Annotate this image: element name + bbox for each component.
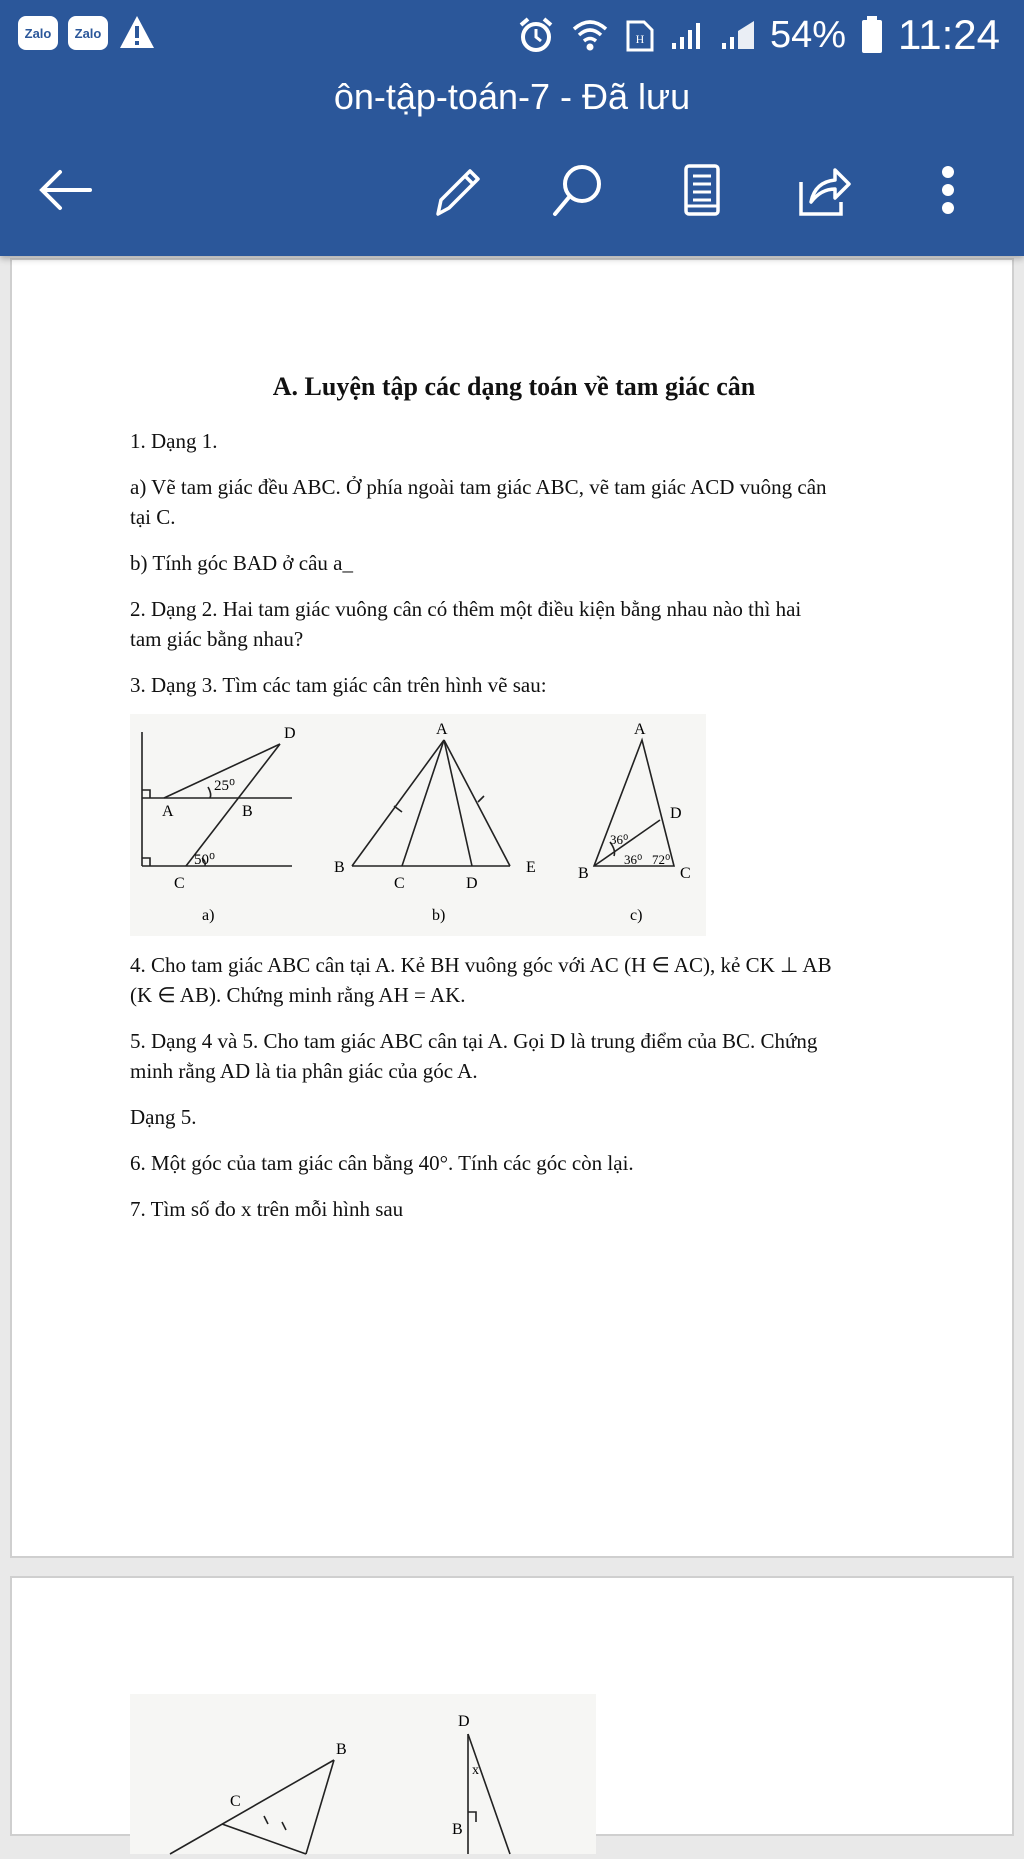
zalo-label: Zalo [24,25,52,41]
document-page [10,258,1014,1558]
label-D: D [458,1713,470,1730]
signal-icon [720,19,756,51]
caption-b: b) [432,907,446,924]
label-D: D [670,805,682,822]
svg-text:H: H [635,32,645,46]
paragraph: 5. Dạng 4 và 5. Cho tam giác ABC cân tại A. Gọi D là trung điểm của BC. Chứng [130,1029,818,1053]
label-A: A [436,721,448,738]
paragraph: 6. Một góc của tam giác cân bằng 40°. Tính các góc còn lại. [130,1151,634,1175]
paragraph: 3. Dạng 3. Tìm các tam giác cân trên hình vẽ sau: [130,673,547,697]
reading-view-button[interactable] [672,160,732,220]
triangle-figures [130,714,706,936]
paragraph: 1. Dạng 1. [130,429,218,453]
paragraph: 4. Cho tam giác ABC cân tại A. Kẻ BH vuông góc với AC (H ∈ AC), kẻ CK ⊥ AB [130,953,832,977]
label-D: D [466,875,478,892]
paragraph: a) Vẽ tam giác đều ABC. Ở phía ngoài tam giác ABC, vẽ tam giác ACD vuông cân [130,475,827,499]
document-heading: A. Luyện tập các dạng toán về tam giác cân [272,372,756,401]
paragraph: (K ∈ AB). Chứng minh rằng AH = AK. [130,983,466,1007]
clock: 11:24 [898,11,1000,58]
angle-figures [130,1694,596,1854]
label-C: C [680,865,691,882]
more-icon [938,162,958,218]
label-A: A [162,803,174,820]
document-title: ôn-tập-toán-7 - Đã lưu [333,76,691,117]
angle-50: 50⁰ [194,852,216,868]
figure-b [352,740,510,866]
paragraph: minh rằng AD là tia phân giác của góc A. [130,1059,478,1083]
triangle-figure-svg [130,714,706,936]
figure-c [594,740,674,866]
reading-view-icon [680,162,724,218]
share-button[interactable] [794,160,854,220]
hd-icon [624,16,656,54]
label-C: C [230,1793,241,1810]
label-A: A [634,721,646,738]
paragraph: b) Tính góc BAD ở câu a_ [130,551,354,575]
label-B: B [336,1741,347,1758]
signal-icon [670,19,706,51]
label-E: E [526,859,536,876]
document-page [10,1576,1014,1836]
paragraph: 2. Dạng 2. Hai tam giác vuông cân có thêm một điều kiện bằng nhau nào thì hai [130,597,802,621]
more-options-button[interactable] [918,160,978,220]
label-x: x [472,1763,479,1778]
wifi-icon [570,17,610,53]
angle-36a: 36⁰ [610,832,629,847]
warning-icon [118,14,156,50]
status-bar [0,0,1024,72]
label-B: B [242,803,253,820]
angle-figure-svg [130,1694,596,1854]
battery-percentage: 54% [769,13,846,56]
paragraph: 7. Tìm số đo x trên mỗi hình sau [130,1197,404,1221]
zalo-notification-icon [68,16,108,50]
caption-a: a) [202,907,215,924]
figure-a [142,732,292,866]
label-C: C [394,875,405,892]
zalo-notification-icon [18,16,58,50]
alarm-icon [516,15,556,55]
share-icon [795,162,853,218]
edit-button[interactable] [428,160,488,220]
paragraph: tam giác bằng nhau? [130,627,304,651]
edit-icon [430,162,486,218]
status-right [516,10,1000,60]
battery-icon [860,15,884,55]
angle-25: 25⁰ [214,778,236,794]
back-icon [38,168,94,212]
label-B2: B [452,1821,463,1838]
label-B: B [334,859,345,876]
caption-c: c) [630,907,643,924]
label-B: B [578,865,589,882]
search-button[interactable] [548,160,608,220]
app-bar [0,0,1024,256]
angle-36b: 36⁰ [624,852,643,867]
search-icon [550,162,606,218]
paragraph: Dạng 5. [130,1105,197,1129]
zalo-label: Zalo [74,25,102,41]
label-C: C [174,875,185,892]
paragraph: tại C. [130,505,176,529]
angle-72: 72⁰ [652,852,671,867]
back-button[interactable] [36,160,96,220]
label-D: D [284,725,296,742]
